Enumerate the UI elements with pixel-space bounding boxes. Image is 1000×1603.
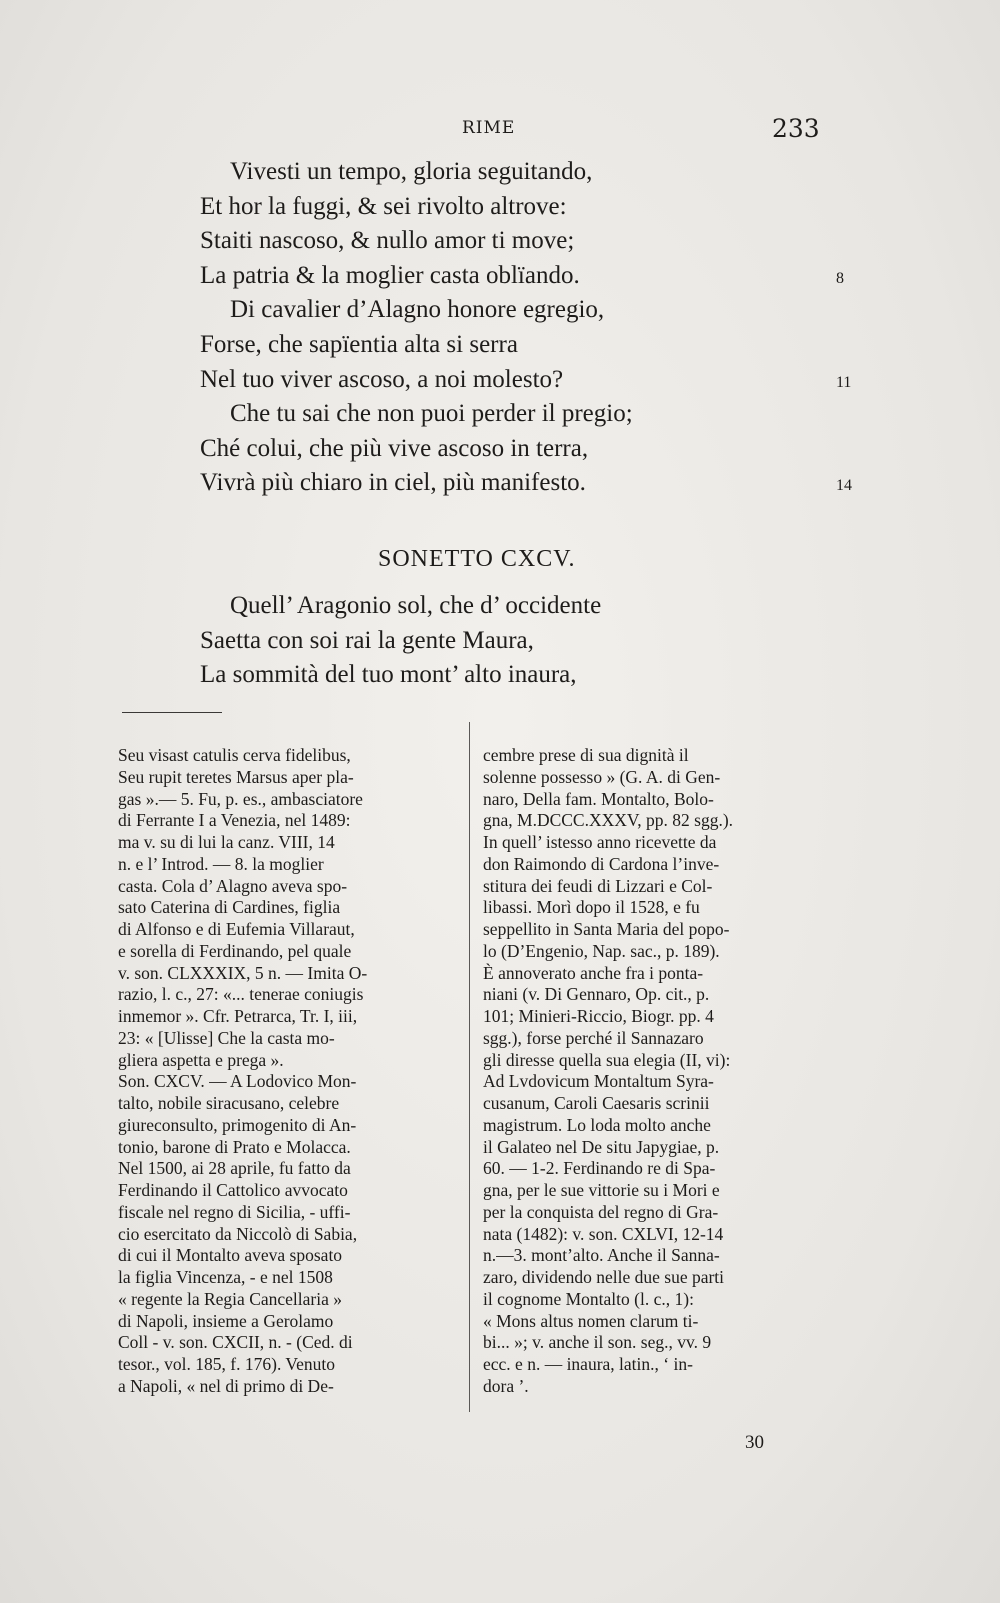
footnote-line: il cognome Montalto (l. c., 1):: [483, 1288, 694, 1309]
footnote-line: dora ’.: [483, 1375, 529, 1396]
footnote-line: Seu rupit teretes Marsus aper pla-: [118, 766, 354, 787]
verse-line: Vivesti un tempo, gloria seguitando,: [230, 158, 593, 185]
footnote-line: talto, nobile siracusano, celebre: [118, 1093, 340, 1113]
footnote-line: il Galateo nel De situ Japygiae, p.: [483, 1136, 720, 1157]
footnote-line: 101; Minieri-Riccio, Biogr. pp. 4: [483, 1006, 714, 1026]
footnote-line: razio, l. c., 27: «... tenerae coniugis: [118, 984, 364, 1005]
footnote-line: ma v. su di lui la canz. VIII, 14: [118, 832, 335, 852]
sonnet-heading: SONETTO CXCV.: [378, 546, 576, 572]
footnote-line: bi... »; v. anche il son. seg., vv. 9: [483, 1332, 712, 1353]
footnote-line: Nel 1500, ai 28 aprile, fu fatto da: [118, 1158, 351, 1179]
footnote-separator: [122, 712, 222, 713]
footnote-line: È annoverato anche fra i ponta-: [483, 962, 704, 983]
footnote-line: nata (1482): v. son. CXLVI, 12-14: [483, 1223, 724, 1244]
footnote-line: gli diresse quella sua elegia (II, vi):: [483, 1049, 731, 1070]
verse-line: Et hor la fuggi, & sei rivolto altrove:: [200, 192, 567, 220]
footnote-line: cembre prese di sua dignità il: [483, 745, 689, 765]
footnote-line: don Raimondo di Cardona l’inve-: [483, 853, 720, 874]
footnote-line: Ad Lvdovicum Montaltum Syra-: [483, 1071, 714, 1092]
verse-line: Di cavalier d’Alagno honore egregio,: [230, 296, 605, 324]
verse-line: Che tu sai che non puoi perder il pregio;: [230, 400, 633, 428]
footnote-line: n.—3. mont’alto. Anche il Sanna-: [483, 1245, 720, 1266]
footnote-line: 60. — 1-2. Ferdinando re di Spa-: [483, 1158, 716, 1179]
footnote-line: e sorella di Ferdinando, pel quale: [118, 940, 352, 961]
footnote-line: In quell’ istesso anno ricevette da: [483, 832, 717, 852]
footnote-line: n. e l’ Introd. — 8. la moglier: [118, 853, 324, 874]
footnote-line: ecc. e n. — inaura, latin., ‘ in-: [483, 1354, 693, 1374]
footnote-line: gas ».— 5. Fu, p. es., ambasciatore: [118, 788, 363, 809]
footnote-line: v. son. CLXXXIX, 5 n. — Imita O-: [118, 962, 368, 983]
verse-line: Staiti nascoso, & nullo amor ti move;: [200, 227, 575, 255]
footnote-line: gna, M.DCCC.XXXV, pp. 82 sgg.).: [483, 810, 734, 831]
verse-line: Vivrà più chiaro in ciel, più manifesto.: [200, 469, 586, 497]
verse-line: Quell’ Aragonio sol, che d’ occidente: [230, 592, 602, 619]
footnote-line: casta. Cola d’ Alagno aveva spo-: [118, 875, 348, 896]
footnote-line: solenne possesso » (G. A. di Gen-: [483, 766, 721, 787]
footnote-line: zaro, dividendo nelle due sue parti: [483, 1267, 725, 1287]
column-divider: [469, 722, 470, 1412]
footnote-line: sato Caterina di Cardines, figlia: [118, 897, 341, 918]
footnote-line: tonio, barone di Prato e Molacca.: [118, 1136, 351, 1157]
footnote-line: sgg.), forse perché il Sannazaro: [483, 1027, 704, 1048]
footnote-line: cusanum, Caroli Caesaris scrinii: [483, 1093, 710, 1113]
footnote-line: 23: « [Ulisse] Che la casta mo-: [118, 1027, 335, 1048]
footnote-line: lo (D’Engenio, Nap. sac., p. 189).: [483, 940, 720, 961]
page-number: 233: [772, 114, 820, 143]
footnote-line: niani (v. Di Gennaro, Op. cit., p.: [483, 984, 710, 1005]
verse-line: Nel tuo viver ascoso, a noi molesto?: [200, 365, 564, 393]
footnote-line: gliera aspetta e prega ».: [118, 1049, 284, 1070]
footnote-line: tesor., vol. 185, f. 176). Venuto: [118, 1354, 335, 1374]
footnote-line: Coll - v. son. CXCII, n. - (Ced. di: [118, 1332, 353, 1353]
footnote-line: magistrum. Lo loda molto anche: [483, 1114, 711, 1135]
footnote-line: di Napoli, insieme a Gerolamo: [118, 1310, 334, 1331]
footnote-line: la figlia Vincenza, - e nel 1508: [118, 1267, 333, 1287]
footnote-line: Son. CXCV. — A Lodovico Mon-: [118, 1071, 357, 1092]
footnote-line: a Napoli, « nel di primo di De-: [118, 1375, 334, 1396]
footnote-line: di Ferrante I a Venezia, nel 1489:: [118, 810, 351, 831]
running-title: RIME: [462, 118, 516, 138]
verse-line: Ché colui, che più vive ascoso in terra,: [200, 434, 589, 462]
footnote-line: di cui il Montalto aveva sposato: [118, 1245, 343, 1266]
footnote-line: stitura dei feudi di Lizzari e Col-: [483, 875, 713, 896]
footnote-line: Seu visast catulis cerva fidelibus,: [118, 745, 351, 765]
footnote-line: gna, per le sue vittorie su i Mori e: [483, 1180, 720, 1200]
footnote-line: « Mons altus nomen clarum ti-: [483, 1310, 699, 1331]
line-number: 8: [836, 269, 844, 287]
footnote-line: fiscale nel regno di Sicilia, - uffi-: [118, 1201, 351, 1222]
footnote-line: cio esercitato da Niccolò di Sabia,: [118, 1223, 358, 1244]
line-number: 11: [836, 373, 852, 391]
footnote-line: « regente la Regia Cancellaria »: [118, 1288, 342, 1309]
footnote-line: di Alfonso e di Eufemia Villaraut,: [118, 919, 355, 939]
running-head: [0, 114, 1000, 148]
footnote-line: naro, Della fam. Montalto, Bolo-: [483, 788, 714, 809]
footnote-line: libassi. Morì dopo il 1528, e fu: [483, 897, 700, 918]
footnote-line: seppellito in Santa Maria del popo-: [483, 919, 730, 939]
footnote-line: giureconsulto, primogenito di An-: [118, 1114, 357, 1135]
footnote-line: Ferdinando il Cattolico avvocato: [118, 1180, 348, 1200]
footnote-line: per la conquista del regno di Gra-: [483, 1201, 719, 1222]
footnote-line: inmemor ». Cfr. Petrarca, Tr. I, iii,: [118, 1006, 358, 1026]
verse-line: Forse, che sapïentia alta si serra: [200, 331, 518, 358]
verse-line: La sommità del tuo mont’ alto inaura,: [200, 661, 577, 689]
verse-line: La patria & la moglier casta oblïando.: [200, 261, 580, 289]
verse-line: Saetta con soi rai la gente Maura,: [200, 626, 534, 654]
line-number: 14: [836, 477, 852, 495]
signature-number: 30: [745, 1432, 764, 1453]
